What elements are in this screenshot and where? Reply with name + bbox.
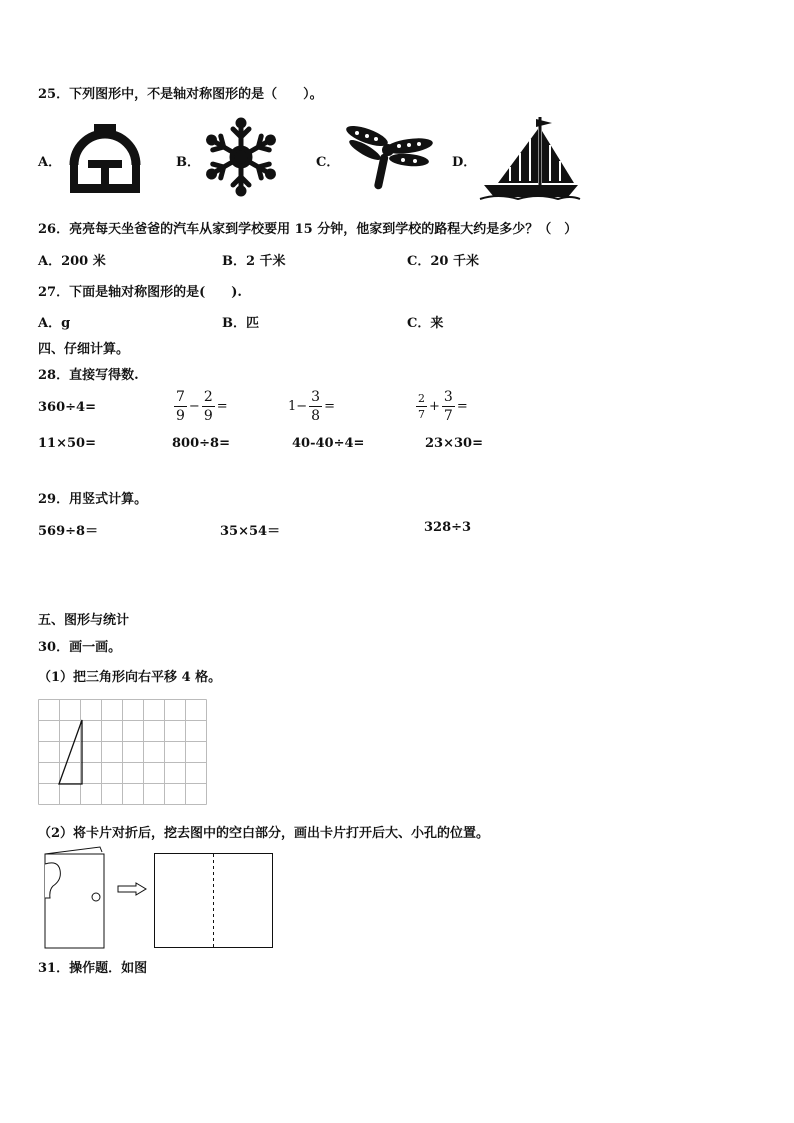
open-card-answer-area[interactable] (154, 853, 274, 949)
railway-logo-icon (66, 120, 144, 198)
section5-title: 五、图形与统计 (38, 613, 130, 628)
q27-option-c: C．来 (407, 316, 444, 331)
q30-part1: （1）把三角形向右平移 4 格。 (38, 670, 222, 685)
q25-option-a-label: A． (38, 155, 62, 170)
triangle-shape (59, 720, 82, 784)
fraction: $\frac{2}{9}$ (203, 389, 213, 424)
q28-expr-4: $\frac{2}{7}$ + $\frac{3}{7}$ = (418, 389, 468, 424)
q30-stem: 30．画一画。 (38, 640, 122, 655)
q25-option-b-label: B． (176, 155, 200, 170)
q28-expr-7: 40-40÷4= (292, 436, 365, 451)
q29-item-1: 569÷8＝ (38, 524, 99, 539)
q28-expr-2: $\frac{7}{9}$ − $\frac{2}{9}$ = (176, 389, 228, 424)
q30-part2: （2）将卡片对折后，挖去图中的空白部分，画出卡片打开后大、小孔的位置。 (38, 826, 490, 841)
fraction: $\frac{7}{9}$ (176, 389, 185, 424)
dragonfly-icon (343, 124, 435, 196)
q25-option-c-label: C． (316, 155, 340, 170)
q26-option-c: C．20 千米 (407, 254, 479, 269)
section4-title: 四、仔细计算。 (38, 342, 130, 357)
q26-option-a: A．200 米 (38, 254, 106, 269)
q28-expr-5: 11×50= (38, 436, 96, 451)
q26-stem: 26．亮亮每天坐爸爸的汽车从家到学校要用 15 分钟，他家到学校的路程大约是多少？（ ） (38, 222, 578, 237)
sailboat-icon (478, 113, 582, 203)
q29-item-3: 328÷3 (424, 520, 472, 535)
q27-option-b: B．匹 (222, 316, 259, 331)
q28-expr-6: 800÷8= (172, 436, 230, 451)
q28-stem: 28．直接写得数. (38, 368, 139, 383)
translation-grid[interactable] (38, 699, 207, 805)
q25-option-d-label: D． (452, 155, 477, 170)
q29-item-2: 35×54＝ (220, 524, 281, 539)
fraction: $\frac{3}{7}$ (443, 389, 453, 424)
fraction: $\frac{3}{8}$ (311, 389, 321, 424)
snowflake-icon (202, 118, 280, 196)
q25-stem: 25．下列图形中，不是轴对称图形的是（ ）。 (38, 87, 323, 102)
q28-expr-8: 23×30= (425, 436, 483, 451)
q26-option-b: B．2 千米 (222, 254, 286, 269)
q28-expr-3: 1− $\frac{3}{8}$ = (288, 389, 335, 424)
fraction: $\frac{2}{7}$ (418, 392, 425, 421)
q28-expr-1: 360÷4= (38, 400, 96, 415)
q29-stem: 29．用竖式计算。 (38, 492, 148, 507)
q27-stem: 27．下面是轴对称图形的是( ). (38, 285, 242, 300)
folded-card-figure (44, 846, 108, 950)
q27-option-a: A．g (38, 316, 71, 331)
q31-stem: 31．操作题．如图 (38, 961, 148, 976)
right-arrow-icon (117, 882, 147, 896)
